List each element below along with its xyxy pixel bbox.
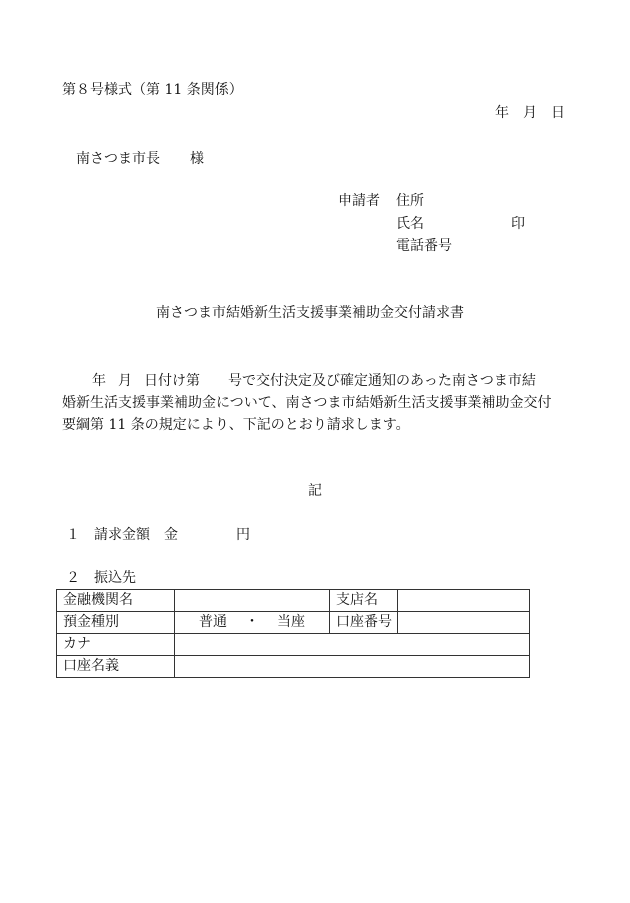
- body-rest: 号で交付決定及び確定通知のあった南さつま市結: [228, 373, 536, 389]
- date-day: 日: [551, 105, 565, 121]
- account-number-field[interactable]: [398, 612, 530, 634]
- branch-label: 支店名: [330, 590, 398, 612]
- branch-field[interactable]: [398, 590, 530, 612]
- account-holder-field[interactable]: [175, 656, 530, 678]
- addressee-honorific: 様: [190, 151, 204, 167]
- kana-field[interactable]: [175, 634, 530, 656]
- account-type-ordinary[interactable]: 普通: [199, 614, 227, 630]
- body-year: 年: [92, 373, 106, 389]
- item-2: [66, 569, 136, 587]
- account-type-field[interactable]: [175, 612, 330, 634]
- account-number-label: 口座番号: [330, 612, 398, 634]
- table-row: [57, 612, 530, 634]
- date-year: 年: [495, 105, 509, 121]
- bank-name-label: 金融機関名: [57, 590, 175, 612]
- applicant-label: 申請者: [338, 193, 380, 209]
- item-1: [66, 526, 250, 544]
- document-title: 南さつま市結婚新生活支援事業補助金交付請求書: [156, 305, 464, 321]
- item-2-number: ２: [66, 570, 80, 586]
- addressee: [76, 150, 204, 168]
- date-line: [495, 104, 565, 122]
- table-row: [57, 634, 530, 656]
- table-row: [57, 656, 530, 678]
- body-date: 日付け第: [144, 373, 200, 389]
- account-type-label: 預金種別: [57, 612, 175, 634]
- item-1-currency: 金: [164, 527, 178, 543]
- bank-info-table: [56, 589, 530, 678]
- body-line-1: [62, 370, 582, 392]
- item-1-unit: 円: [236, 527, 250, 543]
- applicant-address-label: 住所: [396, 193, 424, 209]
- form-number: 第８号様式（第 11 条関係）: [62, 82, 243, 98]
- table-row: [57, 590, 530, 612]
- account-type-current[interactable]: 当座: [277, 614, 305, 630]
- body-line-3: 要綱第 11 条の規定により、下記のとおり請求します。: [62, 417, 410, 433]
- item-2-label: 振込先: [94, 570, 136, 586]
- item-1-number: １: [66, 527, 80, 543]
- applicant-name-label: 氏名: [396, 216, 424, 232]
- account-holder-label: 口座名義: [57, 656, 175, 678]
- body-line-2: 婚新生活支援事業補助金について、南さつま市結婚新生活支援事業補助金交付: [62, 395, 552, 411]
- body-paragraph: [62, 370, 582, 436]
- bank-name-field[interactable]: [175, 590, 330, 612]
- body-month: 月: [118, 373, 132, 389]
- seal-mark: 印: [511, 216, 525, 232]
- account-type-separator: ・: [245, 614, 259, 630]
- kana-label: カナ: [57, 634, 175, 656]
- item-1-label: 請求金額: [94, 527, 150, 543]
- addressee-name: 南さつま市長: [76, 151, 160, 167]
- ki-heading: 記: [308, 483, 322, 499]
- date-month: 月: [523, 105, 537, 121]
- applicant-phone-label: 電話番号: [396, 238, 452, 254]
